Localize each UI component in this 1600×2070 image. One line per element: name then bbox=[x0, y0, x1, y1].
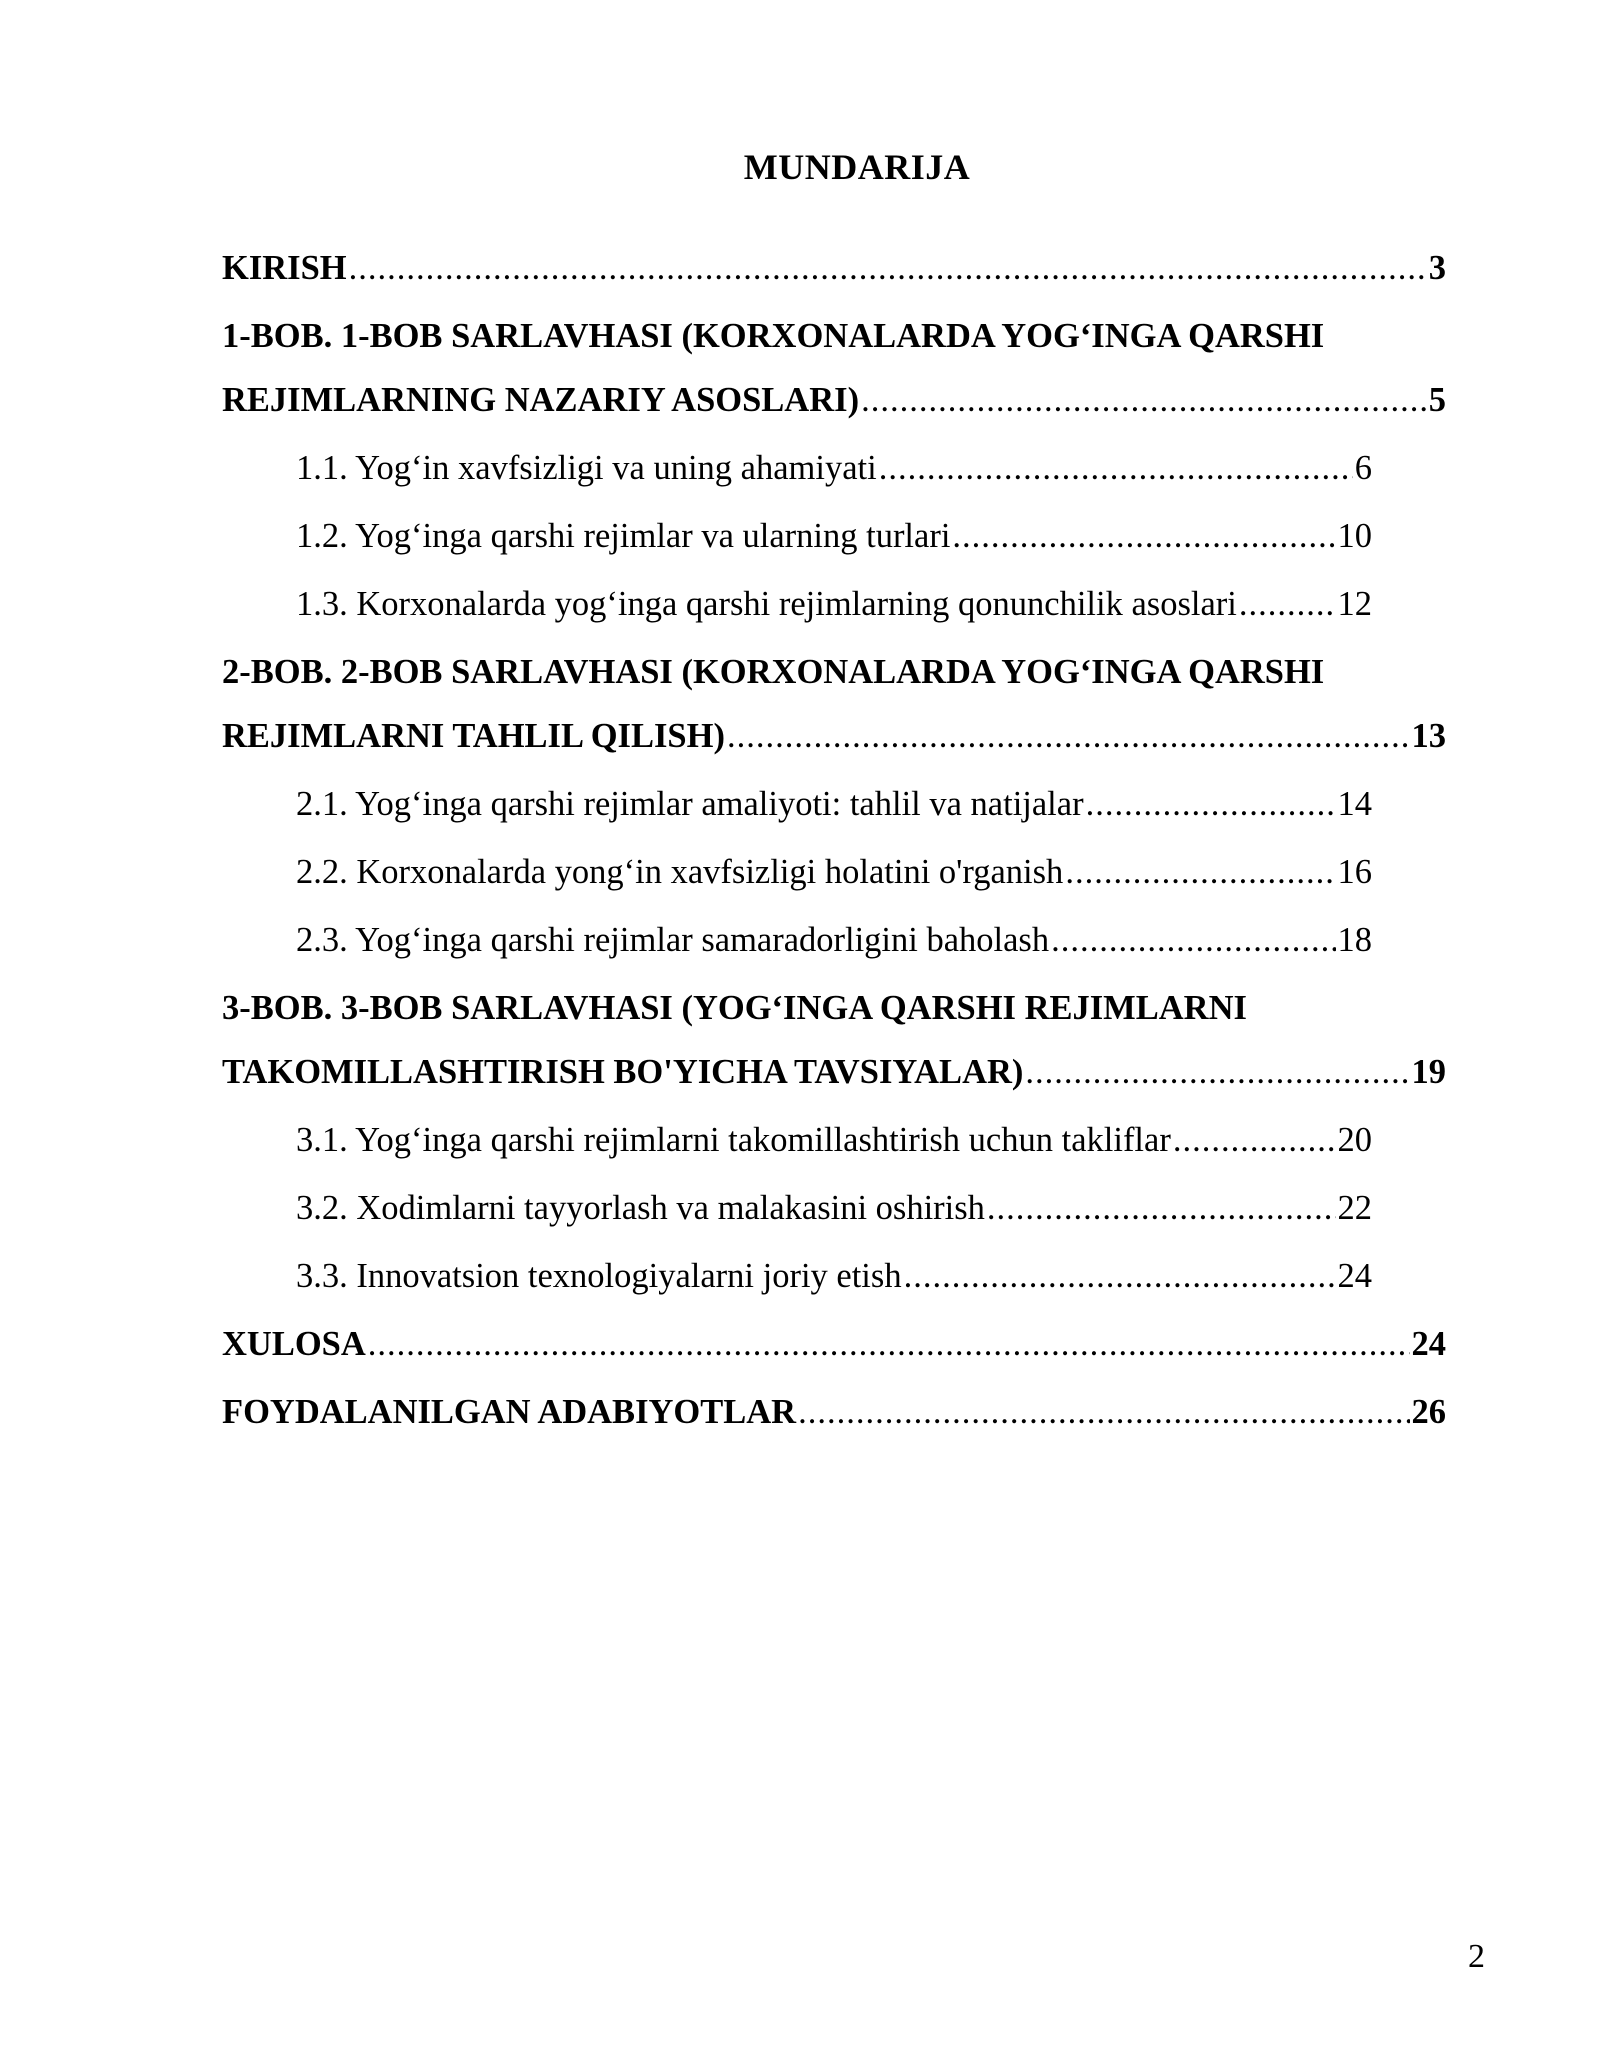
toc-entry-text: 3.3. Innovatsion texnologiyalarni joriy etish bbox=[296, 1257, 902, 1295]
dot-leader bbox=[1025, 1042, 1409, 1102]
dot-leader bbox=[1239, 574, 1336, 634]
dot-leader bbox=[1173, 1110, 1336, 1170]
toc-page-number: 5 bbox=[1428, 381, 1446, 419]
toc-page-number: 24 bbox=[1337, 1257, 1372, 1295]
toc-entry-text: 3.2. Xodimlarni tayyorlash va malakasini oshirish bbox=[296, 1189, 985, 1227]
toc-entry-text: 3.1. Yog‘inga qarshi rejimlarni takomillashtirish uchun takliflar bbox=[296, 1121, 1171, 1159]
toc-chapter-2-title-cont bbox=[222, 706, 1446, 774]
toc-entry-text: 2.2. Korxonalarda yong‘in xavfsizligi holatini o'rganish bbox=[296, 853, 1064, 891]
toc-entry-text: XULOSA bbox=[222, 1325, 366, 1363]
toc-chapter-3-title bbox=[222, 978, 1446, 1042]
toc-chapter-1-title-cont bbox=[222, 370, 1446, 438]
toc-page-number: 14 bbox=[1337, 785, 1372, 823]
toc-entry-text: TAKOMILLASHTIRISH BO'YICHA TAVSIYALAR) bbox=[222, 1053, 1024, 1091]
dot-leader bbox=[349, 238, 1427, 298]
toc-entry-text: 1.3. Korxonalarda yog‘inga qarshi rejimlarning qonunchilik asoslari bbox=[296, 585, 1237, 623]
toc-page-number: 20 bbox=[1337, 1121, 1372, 1159]
toc-section-2-1 bbox=[296, 774, 1372, 842]
toc-section-2-3 bbox=[296, 910, 1372, 978]
toc-section-1-3 bbox=[296, 574, 1372, 642]
toc-page-number: 12 bbox=[1337, 585, 1372, 623]
toc-entry-text: REJIMLARNING NAZARIY ASOSLARI) bbox=[222, 381, 860, 419]
toc-page-number: 24 bbox=[1411, 1325, 1446, 1363]
toc-entry-text: 3-BOB. 3-BOB SARLAVHASI (YOG‘INGA QARSHI REJIMLARNI bbox=[222, 989, 1247, 1027]
toc-chapter-2-title bbox=[222, 642, 1446, 706]
toc-page-number: 22 bbox=[1337, 1189, 1372, 1227]
dot-leader bbox=[987, 1178, 1336, 1238]
toc-chapter-1-title bbox=[222, 306, 1446, 370]
toc-page-number: 18 bbox=[1337, 921, 1372, 959]
toc-section-3-2 bbox=[296, 1178, 1372, 1246]
toc-entry-text: 2.1. Yog‘inga qarshi rejimlar amaliyoti: tahlil va natijalar bbox=[296, 785, 1084, 823]
dot-leader bbox=[952, 506, 1335, 566]
toc-entry-text: REJIMLARNI TAHLIL QILISH) bbox=[222, 717, 725, 755]
toc-page-number: 6 bbox=[1354, 449, 1372, 487]
toc-entry-text: FOYDALANILGAN ADABIYOTLAR bbox=[222, 1393, 797, 1431]
page-number: 2 bbox=[1468, 1938, 1485, 1975]
toc-section-3-1 bbox=[296, 1110, 1372, 1178]
toc-entry-text: 1.2. Yog‘inga qarshi rejimlar va ularning turlari bbox=[296, 517, 951, 555]
toc-page-number: 3 bbox=[1428, 249, 1446, 287]
dot-leader bbox=[368, 1314, 1410, 1374]
dot-leader bbox=[879, 438, 1353, 498]
dot-leader bbox=[727, 706, 1410, 766]
toc-page-number: 19 bbox=[1411, 1053, 1446, 1091]
toc-entry-xulosa bbox=[222, 1314, 1446, 1382]
page-title: MUNDARIJA bbox=[743, 147, 971, 187]
table-of-contents bbox=[222, 238, 1446, 1450]
toc-page-number: 26 bbox=[1411, 1393, 1446, 1431]
toc-page-number: 10 bbox=[1337, 517, 1372, 555]
dot-leader bbox=[1086, 774, 1336, 834]
dot-leader bbox=[904, 1246, 1336, 1306]
toc-section-2-2 bbox=[296, 842, 1372, 910]
toc-entry-text: 1-BOB. 1-BOB SARLAVHASI (KORXONALARDA YOG‘INGA QARSHI bbox=[222, 317, 1325, 355]
toc-section-1-2 bbox=[296, 506, 1372, 574]
toc-entry-text: 2.3. Yog‘inga qarshi rejimlar samaradorligini baholash bbox=[296, 921, 1050, 959]
dot-leader bbox=[861, 370, 1427, 430]
toc-section-3-3 bbox=[296, 1246, 1372, 1314]
dot-leader bbox=[1065, 842, 1335, 902]
toc-entry-adabiyotlar bbox=[222, 1382, 1446, 1450]
toc-section-1-1 bbox=[296, 438, 1372, 506]
dot-leader bbox=[1051, 910, 1335, 970]
toc-entry-text: KIRISH bbox=[222, 249, 347, 287]
toc-entry-text: 2-BOB. 2-BOB SARLAVHASI (KORXONALARDA YOG‘INGA QARSHI bbox=[222, 653, 1325, 691]
toc-entry-text: 1.1. Yog‘in xavfsizligi va uning ahamiyati bbox=[296, 449, 877, 487]
dot-leader bbox=[798, 1382, 1409, 1442]
toc-page-number: 13 bbox=[1411, 717, 1446, 755]
toc-chapter-3-title-cont bbox=[222, 1042, 1446, 1110]
toc-page-number: 16 bbox=[1337, 853, 1372, 891]
toc-entry-kirish bbox=[222, 238, 1446, 306]
